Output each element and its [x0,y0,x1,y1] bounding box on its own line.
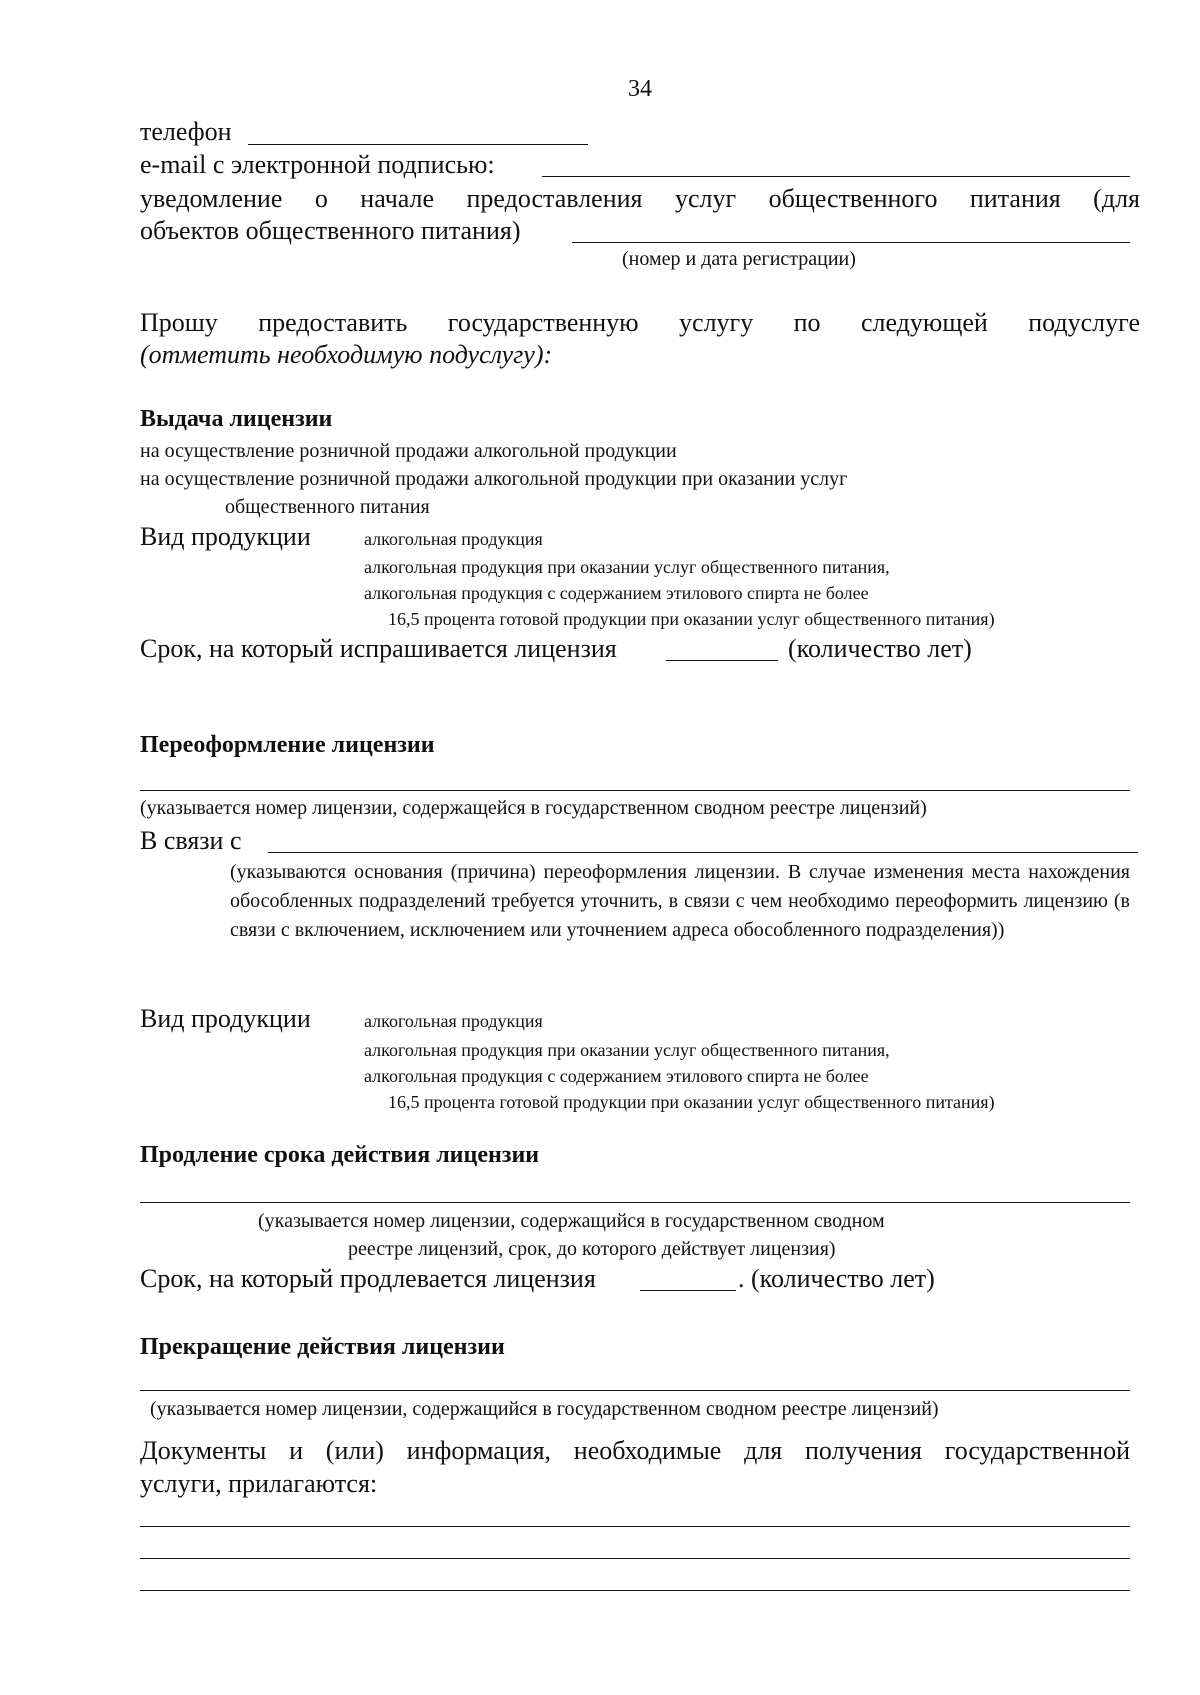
issuance-product-label: Вид продукции [140,522,311,551]
phone-label: телефон [140,117,232,146]
reissue-product-4: 16,5 процента готовой продукции при оказании услуг общественного питания) [388,1092,995,1112]
reissue-product-3[interactable]: алкогольная продукция с содержанием этилового спирта не более [364,1066,869,1086]
notice-line-1: уведомление о начале предоставления услуг общественного питания (для [140,184,1140,213]
reissue-product-2[interactable]: алкогольная продукция при оказании услуг общественного питания, [364,1040,890,1060]
extension-license-field[interactable] [140,1202,1130,1203]
reissue-license-field[interactable] [140,790,1130,791]
request-line-1: Прошу предоставить государственную услугу по следующей подуслуге [140,308,1140,337]
email-field[interactable] [542,176,1130,177]
issuance-product-4: 16,5 процента готовой продукции при оказании услуг общественного питания) [388,609,995,629]
notice-field[interactable] [572,242,1130,243]
issuance-product-1[interactable]: алкогольная продукция [364,529,543,549]
issuance-option-1[interactable]: на осуществление розничной продажи алкогольной продукции [140,440,677,462]
issuance-option-2-line-2: общественного питания [225,496,430,518]
termination-license-field[interactable] [140,1390,1130,1391]
issuance-product-3[interactable]: алкогольная продукция с содержанием этилового спирта не более [364,583,869,603]
issuance-heading: Выдача лицензии [140,406,333,432]
issuance-term-label: Срок, на который испрашивается лицензия [140,634,617,663]
termination-caption: (указывается номер лицензии, содержащийся в государственном сводном реестре лицензий) [150,1398,939,1420]
attachments-line-1: Документы и (или) информация, необходимые для получения государственной [140,1436,1130,1465]
issuance-option-2-line-1[interactable]: на осуществление розничной продажи алкогольной продукции при оказании услуг [140,468,848,490]
attachments-line-2: услуги, прилагаются: [140,1469,378,1498]
extension-term-label: Срок, на который продлевается лицензия [140,1264,596,1293]
reissue-product-label: Вид продукции [140,1004,311,1033]
reissue-heading: Переоформление лицензии [140,732,435,758]
issuance-term-suffix: (количество лет) [788,634,972,663]
reissue-reason-caption: (указываются основания (причина) переоформления лицензии. В случае изменения места нахождения обособленных подразделений требуется уточнить, в связи с чем необходимо переоформить лицензию (в связи с включением, исключением или уточнением адреса обособленного подразделения)) [230,861,1130,941]
page-number: 34 [628,76,652,102]
reissue-license-caption: (указывается номер лицензии, содержащейся в государственном сводном реестре лицензий) [140,797,927,819]
extension-term-suffix: . (количество лет) [738,1264,935,1293]
termination-heading: Прекращение действия лицензии [140,1334,505,1360]
notice-caption: (номер и дата регистрации) [622,248,856,270]
email-label: e-mail с электронной подписью: [140,150,495,179]
reissue-product-1[interactable]: алкогольная продукция [364,1011,543,1031]
attachments-field-3[interactable] [140,1590,1130,1591]
notice-line-2: объектов общественного питания) [140,216,521,245]
extension-caption-line-2: реестре лицензий, срок, до которого действует лицензия) [348,1238,836,1260]
extension-caption-line-1: (указывается номер лицензии, содержащийся в государственном сводном [258,1210,885,1232]
attachments-field-2[interactable] [140,1558,1130,1559]
extension-heading: Продление срока действия лицензии [140,1142,540,1168]
attachments-field-1[interactable] [140,1526,1130,1527]
extension-term-field[interactable] [640,1290,736,1291]
reissue-reason-field[interactable] [268,852,1138,853]
phone-field[interactable] [248,144,588,145]
request-line-2: (отметить необходимую подуслугу): [140,340,553,369]
issuance-product-2[interactable]: алкогольная продукция при оказании услуг общественного питания, [364,557,890,577]
reissue-reason-label: В связи с [140,826,242,855]
issuance-term-field[interactable] [666,660,778,661]
